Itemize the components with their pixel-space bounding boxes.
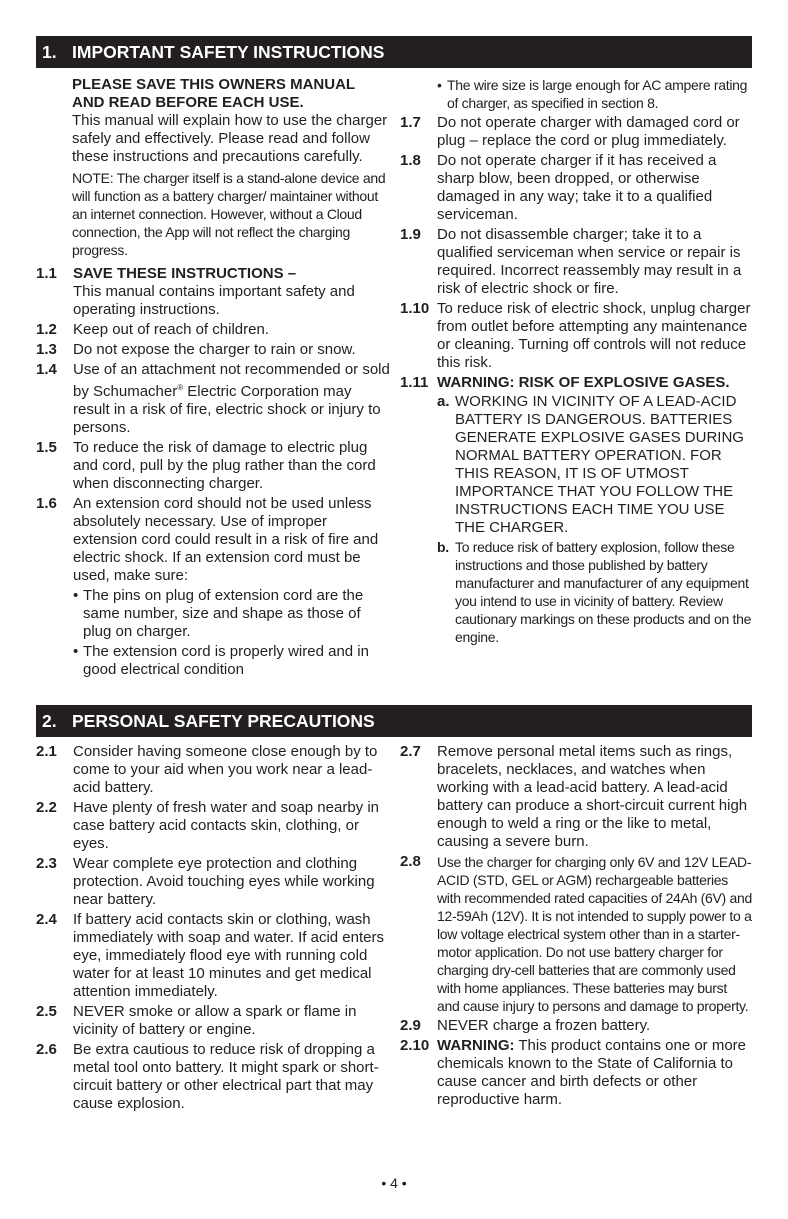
item-number: 1.4 xyxy=(36,361,57,378)
item-text: Have plenty of fresh water and soap nearby in case battery acid contacts skin, clothing, or eyes. xyxy=(73,799,380,852)
item-text: Do not operate charger with damaged cord or plug – replace the cord or plug immediately. xyxy=(437,114,740,149)
item-text: To reduce the risk of damage to electric plug and cord, pull by the plug rather than the cord when disconnecting charger. xyxy=(73,439,376,492)
sub-label: b. xyxy=(437,539,449,555)
item-1-1 xyxy=(36,265,390,319)
item-number: 1.9 xyxy=(400,226,421,243)
bullet-item: • The extension cord is properly wired and in good electrical condition xyxy=(73,643,390,679)
item-text: Do not expose the charger to rain or snow. xyxy=(73,341,356,358)
section-1-right-column xyxy=(400,76,752,648)
item-text: An extension cord should not be used unless absolutely necessary. Use of improper extension cord could result in a risk of fire and electric shock. If an extension cord must be used, make sure: xyxy=(73,495,379,584)
item-2-6 xyxy=(36,1041,390,1113)
item-1-7 xyxy=(400,114,752,150)
item-2-5 xyxy=(36,1003,390,1039)
item-number: 2.3 xyxy=(36,855,57,872)
item-text: If battery acid contacts skin or clothing, wash immediately with soap and water. If acid enters eye, immediately flood eye with running cold water for at least 10 minutes and get medical attention immediately. xyxy=(73,911,384,1000)
item-2-4 xyxy=(36,911,390,1001)
item-1-9 xyxy=(400,226,752,298)
item-2-7 xyxy=(400,743,752,851)
item-2-8 xyxy=(400,853,752,1015)
item-text: This manual contains important safety and operating instructions. xyxy=(73,283,355,318)
item-text: Wear complete eye protection and clothing protection. Avoid touching eyes while working near battery. xyxy=(73,855,375,908)
section-2-right-column xyxy=(400,743,752,1111)
item-number: 2.2 xyxy=(36,799,57,816)
item-text: Be extra cautious to reduce risk of dropping a metal tool onto battery. It might spark or short-circuit battery or other electrical part that may cause explosion. xyxy=(73,1041,379,1112)
item-number: 2.7 xyxy=(400,743,421,760)
item-2-2 xyxy=(36,799,390,853)
item-number: 1.7 xyxy=(400,114,421,131)
item-text: Do not operate charger if it has received a sharp blow, been dropped, or otherwise damaged in any way; take it to a qualified serviceman. xyxy=(437,152,717,223)
note-text: NOTE: The charger itself is a stand-alone device and will function as a battery charger/ maintainer without an internet connection. However, without a Cloud connection, the App will not reflect the charging progress. xyxy=(72,170,386,258)
item-text: NEVER charge a frozen battery. xyxy=(437,1017,651,1034)
item-1-2 xyxy=(36,321,390,339)
item-text: Keep out of reach of children. xyxy=(73,321,269,338)
item-1-8 xyxy=(400,152,752,224)
item-text: NEVER smoke or allow a spark or flame in vicinity of battery or engine. xyxy=(73,1003,357,1038)
sub-text: WORKING IN VICINITY OF A LEAD-ACID BATTERY IS DANGEROUS. BATTERIES GENERATE EXPLOSIVE GASES DURING NORMAL BATTERY OPERATION. FOR THIS REASON, IT IS OF UTMOST IMPORTANCE THAT YOU FOLLOW THE INSTRUCTIONS EACH TIME YOU USE THE CHARGER. xyxy=(455,393,744,536)
section-1-title: IMPORTANT SAFETY INSTRUCTIONS xyxy=(72,42,385,62)
item-number: 1.11 xyxy=(400,374,429,391)
warning-label: WARNING: xyxy=(437,1037,515,1054)
item-1-4 xyxy=(36,361,390,437)
item-1-10 xyxy=(400,300,752,372)
item-1-6 xyxy=(36,495,390,679)
sub-item-b xyxy=(437,538,752,646)
section-1-number: 1. xyxy=(42,42,57,62)
registered-mark: ® xyxy=(177,383,184,392)
section-2-left-column xyxy=(36,743,390,1115)
item-number: 1.1 xyxy=(36,265,57,282)
item-1-3 xyxy=(36,341,390,359)
item-number: 1.2 xyxy=(36,321,57,338)
item-text-b: Electric Corporation may result in a risk of fire, electric shock or injury to persons. xyxy=(73,383,381,436)
bullet-item: • The wire size is large enough for AC ampere rating of charger, as specified in section 8. xyxy=(437,76,752,112)
item-number: 1.3 xyxy=(36,341,57,358)
section-1-header xyxy=(36,36,752,68)
item-number: 1.8 xyxy=(400,152,421,169)
bullet-item: • The pins on plug of extension cord are the same number, size and shape as those of plug on charger. xyxy=(73,587,390,641)
sub-label: a. xyxy=(437,393,450,410)
item-text xyxy=(437,1037,752,1109)
item-text: Consider having someone close enough by to come to your aid when you work near a lead-acid battery. xyxy=(73,743,378,796)
item-text: Do not disassemble charger; take it to a qualified serviceman when service or repair is required. Incorrect reassembly may result in a risk of electric shock or fire. xyxy=(437,226,742,297)
item-number: 2.8 xyxy=(400,853,421,870)
item-heading: SAVE THESE INSTRUCTIONS – xyxy=(73,265,297,282)
item-1-5 xyxy=(36,439,390,493)
intro-block xyxy=(72,76,390,259)
item-text: To reduce risk of electric shock, unplug charger from outlet before attempting any maintenance or cleaning. Turning off controls will not reduce this risk. xyxy=(437,300,751,371)
item-text: Remove personal metal items such as rings, bracelets, necklaces, and watches when working with a lead-acid battery. A lead-acid battery can produce a short-circuit current high enough to weld a ring or the like to metal, causing a severe burn. xyxy=(437,743,748,850)
sub-text: To reduce risk of battery explosion, follow these instructions and those published by battery manufacturer and manufacturer of any equipment you intend to use in vicinity of battery. Review cautionary markings on these products and on the engine. xyxy=(455,539,752,645)
item-text-a: Use of an attachment not recommended or sold by Schumacher xyxy=(73,361,390,400)
item-number: 2.10 xyxy=(400,1037,430,1054)
item-number: 1.10 xyxy=(400,300,430,317)
item-1-6-continued xyxy=(400,76,752,112)
item-text xyxy=(73,361,390,437)
item-2-3 xyxy=(36,855,390,909)
intro-bold: PLEASE SAVE THIS OWNERS MANUAL AND READ BEFORE EACH USE. xyxy=(72,76,355,111)
section-2-header xyxy=(36,705,752,737)
item-heading: WARNING: RISK OF EXPLOSIVE GASES. xyxy=(437,374,730,391)
page-number: • 4 • xyxy=(381,1175,407,1191)
sub-item-a xyxy=(437,393,752,537)
item-number: 1.5 xyxy=(36,439,57,456)
item-number: 2.4 xyxy=(36,911,57,928)
section-2-title: PERSONAL SAFETY PRECAUTIONS xyxy=(72,711,375,731)
item-number: 2.9 xyxy=(400,1017,421,1034)
section-1-left-column xyxy=(36,76,390,681)
item-text: Use the charger for charging only 6V and 12V LEAD-ACID (STD, GEL or AGM) rechargeable batteries with recommended rated capacities of 24Ah (6V) and 12-59Ah (12V). It is not intended to supply power to a low voltage electrical system other than in a starter-motor application. Do not use battery charger for charging dry-cell batteries that are commonly used with home appliances. These batteries may burst and cause injury to persons and damage to property. xyxy=(437,854,752,1014)
item-1-11 xyxy=(400,374,752,646)
item-2-10 xyxy=(400,1037,752,1109)
item-2-9 xyxy=(400,1017,752,1035)
item-2-1 xyxy=(36,743,390,797)
item-number: 2.5 xyxy=(36,1003,57,1020)
warning-text: This product contains one or more chemicals known to the State of California to cause cancer and birth defects or other reproductive harm. xyxy=(437,1037,747,1108)
item-number: 1.6 xyxy=(36,495,57,512)
item-number: 2.6 xyxy=(36,1041,57,1058)
item-number: 2.1 xyxy=(36,743,57,760)
section-2-number: 2. xyxy=(42,711,57,731)
intro-text: This manual will explain how to use the charger safely and effectively. Please read and follow these instructions and precautions carefully. xyxy=(72,112,388,165)
